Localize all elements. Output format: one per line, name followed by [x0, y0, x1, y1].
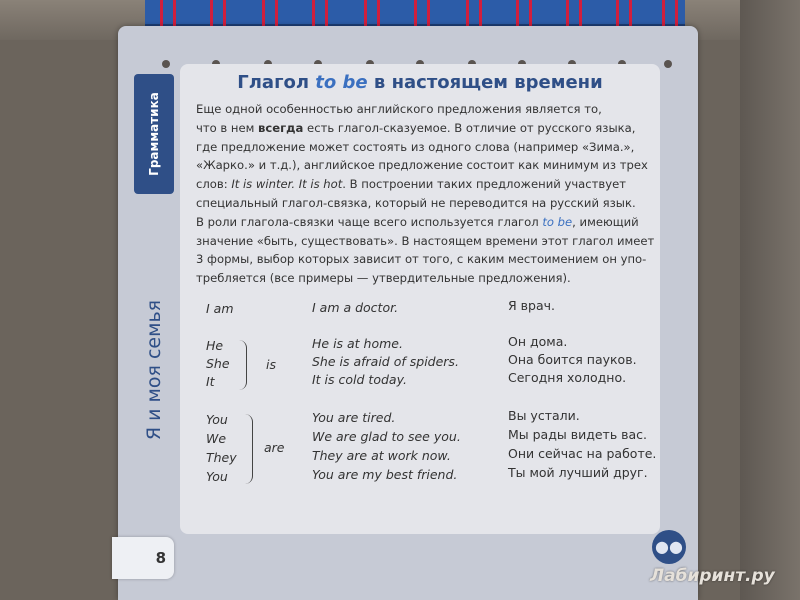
paragraph-line: Еще одной особенностью английского предложения является то,: [196, 102, 602, 116]
chapter-title: [134, 285, 174, 455]
example-ru: Мы рады видеть вас.: [508, 427, 648, 442]
pronoun: You: [206, 412, 228, 427]
verb-form-are: are: [264, 440, 285, 455]
example-en: I am a doctor.: [312, 300, 399, 315]
content-panel: [180, 64, 660, 534]
example-ru: Вы устали.: [508, 408, 580, 423]
example-ru: Она боится пауков.: [508, 352, 637, 367]
paragraph-line: специальный глагол-связка, который не переводится на русский язык.: [196, 195, 636, 210]
title-before: Глагол: [237, 72, 316, 93]
example-ru: Ты мой лучший друг.: [508, 465, 648, 480]
example-ru: Он дома.: [508, 334, 568, 349]
pronoun: They: [206, 450, 237, 465]
pronoun-i-am: I am: [206, 301, 234, 316]
chapter-title-label: Я и моя семья: [143, 299, 165, 441]
intro-paragraph: [196, 100, 655, 288]
grammar-tab: [134, 74, 174, 194]
paragraph-line: где предложение может состоять из одного слова (например «Зима.»,: [196, 139, 635, 154]
pronoun: It: [206, 374, 215, 389]
title-after: в настоящем времени: [367, 72, 603, 93]
desk-background-right: [740, 0, 800, 600]
pronoun: He: [206, 338, 224, 353]
example-en: You are tired.: [312, 410, 396, 425]
verb-form-is: is: [266, 357, 276, 372]
watermark: Лабиринт.ру: [650, 566, 775, 586]
example-en: We are glad to see you.: [312, 429, 461, 444]
example-en: It is cold today.: [312, 372, 407, 387]
paragraph-line: значение «быть, существовать». В настоящем времени этот глагол имеет: [196, 233, 655, 248]
binding-hole: [664, 60, 672, 68]
page-number: 8: [112, 537, 174, 579]
paragraph-line: «Жарко.» и т.д.), английское предложение состоит как минимум из трех: [196, 158, 648, 173]
example-en: He is at home.: [312, 336, 403, 351]
paragraph-line: 3 формы, выбор которых зависит от того, с каким местоимением он упо-: [196, 252, 647, 267]
example-ru: Сегодня холодно.: [508, 370, 627, 385]
grammar-tab-label: Грамматика: [147, 92, 161, 176]
binding-hole: [162, 60, 170, 68]
paragraph-line: требляется (все примеры — утвердительные предложения).: [196, 271, 571, 286]
paragraph-line: что в нем всегда есть глагол-сказуемое. В отличие от русского языка,: [196, 120, 636, 135]
brace: [238, 340, 247, 390]
example-en: You are my best friend.: [312, 467, 458, 482]
example-en: She is afraid of spiders.: [312, 354, 459, 369]
brace: [244, 414, 253, 484]
paragraph-line: слов: It is winter. It is hot. В построении таких предложений участвует: [196, 177, 626, 192]
section-title: [180, 72, 660, 93]
pronoun: You: [206, 469, 228, 484]
family-icon: ●●: [652, 530, 686, 564]
pronoun: We: [206, 431, 227, 446]
example-ru: Они сейчас на работе.: [508, 446, 657, 461]
example-en: They are at work now.: [312, 448, 451, 463]
pronoun: She: [206, 356, 230, 371]
example-ru: Я врач.: [508, 298, 555, 313]
paragraph-line: В роли глагола-связки чаще всего используется глагол to be, имеющий: [196, 214, 639, 229]
title-highlight: to be: [315, 72, 368, 93]
